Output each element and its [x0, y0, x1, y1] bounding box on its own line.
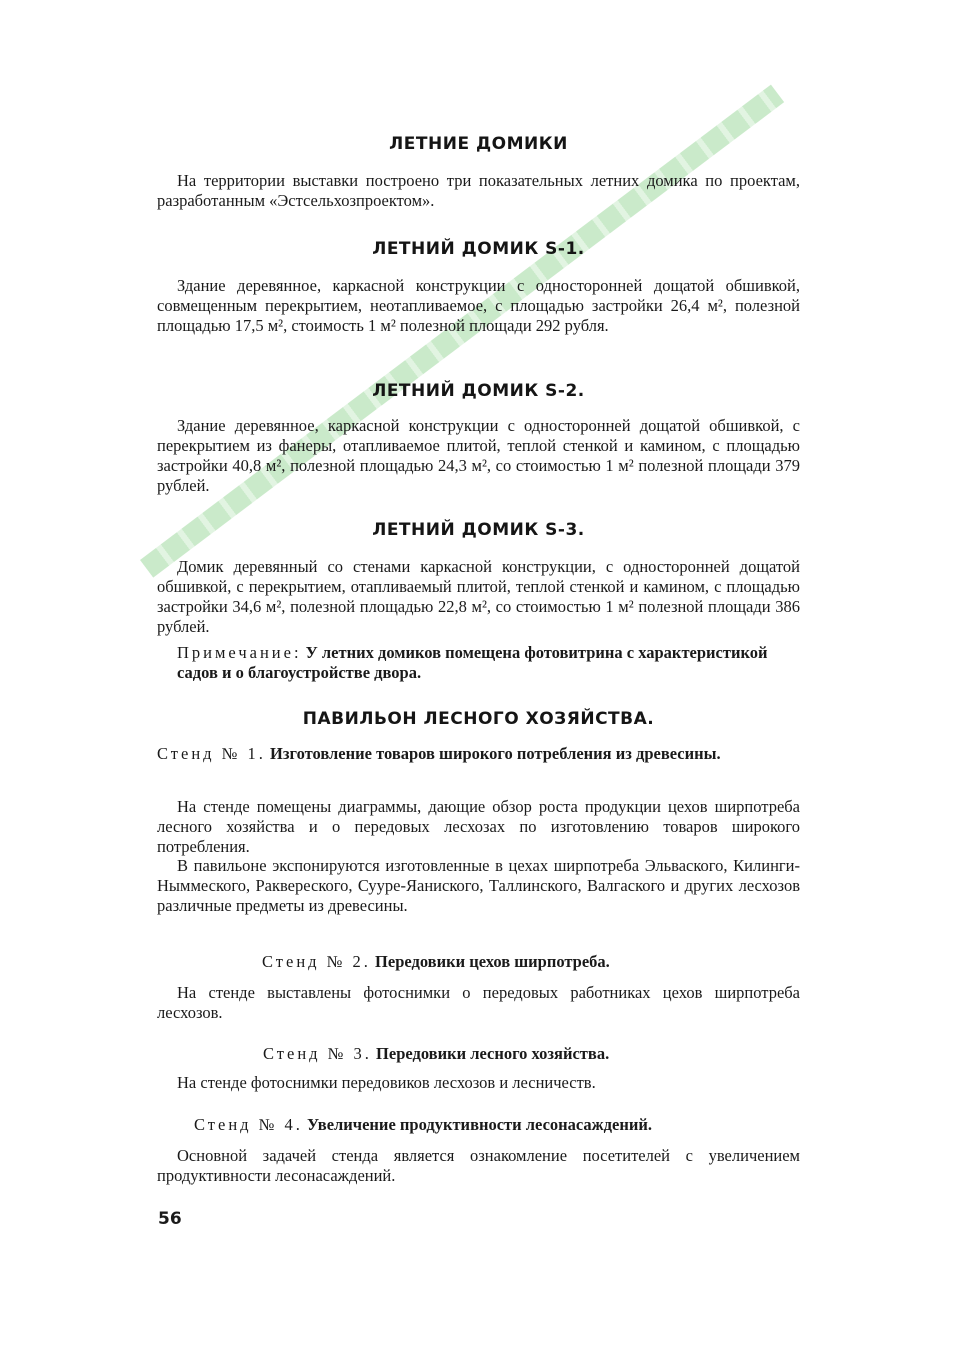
stand-2-heading: [262, 952, 800, 972]
paragraph-stand-4: Основной задачей стенда является ознакомление посетителей с увеличением продуктивности лесонасаждений.: [157, 1146, 800, 1185]
stand-2-label: Стенд № 2.: [262, 952, 371, 971]
stand-3-title: Передовики лесного хозяйства.: [376, 1044, 610, 1063]
heading-house-s3: ЛЕТНИЙ ДОМИК S-3.: [372, 520, 585, 540]
stand-3-label: Стенд № 3.: [263, 1044, 372, 1063]
stand-2-title: Передовики цехов ширпотреба.: [375, 952, 610, 971]
stand-4-label: Стенд № 4.: [194, 1115, 303, 1134]
note-block: [157, 643, 800, 683]
paragraph-house-s2: Здание деревянное, каркасной конструкции с односторонней дощатой обшивкой, с перекрытием из фанеры, отапливаемое плитой, теплой стенкой и камином, с площадью застройки 40,8 м², полезной площадью 24,3 м², со стоимостью 1 м² полезной площади 379 рублей.: [157, 416, 800, 495]
stand-4-heading: [194, 1115, 800, 1135]
note-text: У летних домиков помещена фотовитрина с характеристикой садов и о благоустройстве двора.: [177, 643, 768, 682]
heading-forestry-pavilion: ПАВИЛЬОН ЛЕСНОГО ХОЗЯЙСТВА.: [302, 709, 655, 729]
stand-1-title: Изготовление товаров широкого потребления из древесины.: [270, 744, 721, 763]
stand-4-title: Увеличение продуктивности лесонасаждений.: [307, 1115, 652, 1134]
paragraph-intro: На территории выставки построено три показательных летних домика по проектам, разработанным «Эстсельхозпроектом».: [157, 171, 800, 210]
stand-3-heading: [263, 1044, 800, 1064]
paragraph-house-s1: Здание деревянное, каркасной конструкции с односторонней дощатой обшивкой, совмещенным перекрытием, неотапливаемое, с площадью застройки 26,4 м², полезной площадью 17,5 м², стоимость 1 м² полезной площади 292 рубля.: [157, 276, 800, 335]
paragraph-pavilion-items: В павильоне экспонируются изготовленные в цехах ширпотреба Эльваского, Килинги-Ныммеского, Раквереского, Сууре-Яаниского, Таллинского, Валгаского и других лесхозов различные предметы из древесины.: [157, 856, 800, 915]
paragraph-stand-3: На стенде фотоснимки передовиков лесхозов и лесничеств.: [177, 1073, 596, 1092]
paragraph-stand-2: На стенде выставлены фотоснимки о передовых работниках цехов ширпотреба лесхозов.: [157, 983, 800, 1022]
heading-house-s1: ЛЕТНИЙ ДОМИК S-1.: [372, 239, 585, 259]
stand-1-heading: [157, 744, 800, 764]
heading-summer-houses: ЛЕТНИЕ ДОМИКИ: [389, 134, 568, 154]
stand-1-label: Стенд № 1.: [157, 744, 266, 763]
paragraph-stand-1: На стенде помещены диаграммы, дающие обзор роста продукции цехов ширпотреба лесного хозяйства и о передовых лесхозах по изготовлению товаров широкого потребления.: [157, 797, 800, 856]
heading-house-s2: ЛЕТНИЙ ДОМИК S-2.: [372, 381, 585, 401]
paragraph-house-s3: Домик деревянный со стенами каркасной конструкции, с односторонней дощатой обшивкой, с перекрытием, отапливаемый плитой, теплой стенкой и камином, с площадью застройки 34,6 м², полезной площадью 22,8 м², со стоимостью 1 м² полезной площади 386 рублей.: [157, 557, 800, 636]
page-number: 56: [158, 1209, 182, 1229]
note-label: Примечание:: [177, 643, 302, 662]
